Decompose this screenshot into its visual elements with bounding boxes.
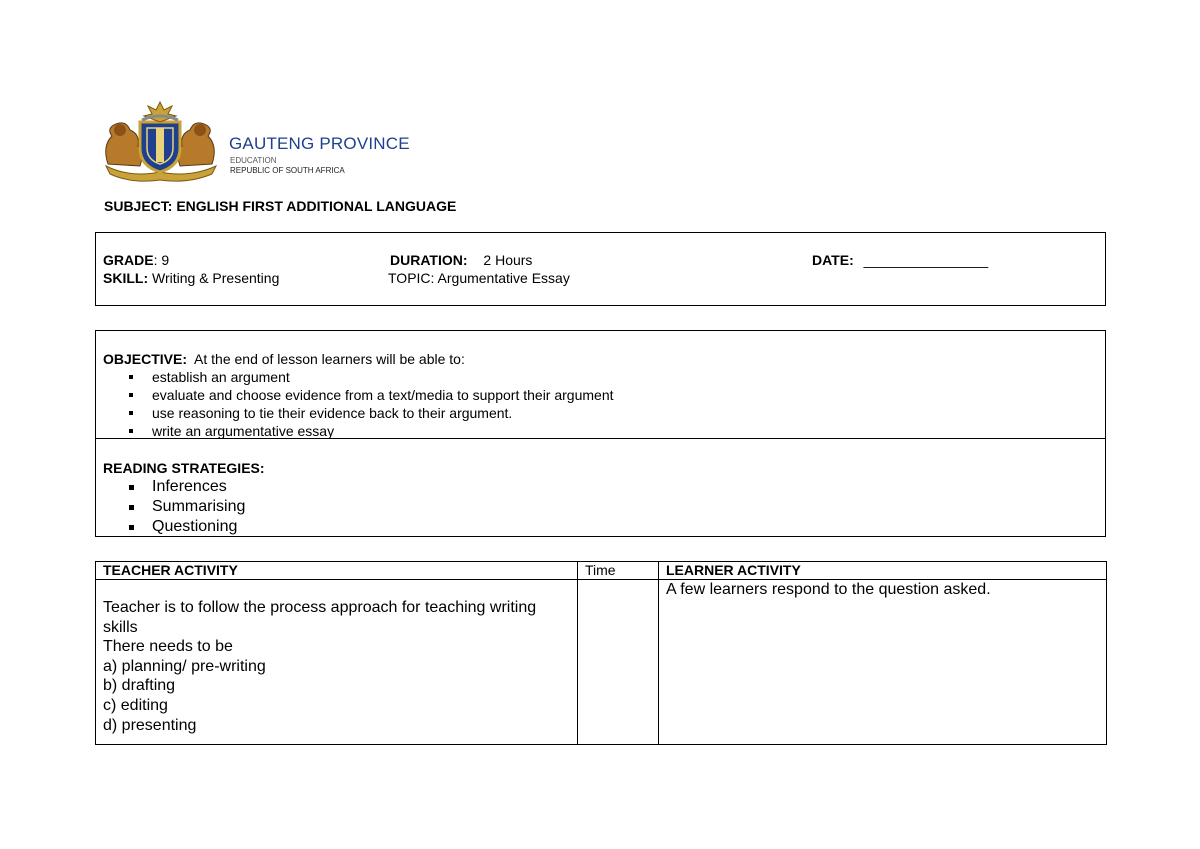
duration-line <box>390 252 532 268</box>
teacher-activity-header: TEACHER ACTIVITY <box>96 562 578 580</box>
reading-strategy-item: Inferences <box>126 477 245 497</box>
reading-strategy-item: Questioning <box>126 517 245 537</box>
objective-item: use reasoning to tie their evidence back to their argument. <box>126 404 614 422</box>
activity-body-row <box>96 580 1107 745</box>
date-blank: ________________ <box>863 252 989 268</box>
objective-list <box>126 368 614 440</box>
topic-line: TOPIC: Argumentative Essay <box>388 270 570 286</box>
duration-value: 2 Hours <box>483 252 533 268</box>
time-cell <box>578 580 659 745</box>
reading-strategies-list <box>126 477 245 537</box>
learner-activity-cell: A few learners respond to the question asked. <box>659 580 1107 745</box>
teacher-activity-text: a) planning/ pre-writing <box>103 657 266 675</box>
grade-line <box>103 252 169 268</box>
activity-header-row <box>96 562 1107 580</box>
teacher-activity-text: There needs to be <box>103 638 233 656</box>
objective-item: evaluate and choose evidence from a text/media to support their argument <box>126 386 614 404</box>
learner-activity-header: LEARNER ACTIVITY <box>659 562 1107 580</box>
time-header: Time <box>578 562 659 580</box>
duration-label: DURATION: <box>390 252 468 268</box>
teacher-activity-text: d) presenting <box>103 716 197 734</box>
skill-value: Writing & Presenting <box>148 270 280 286</box>
grade-label: GRADE <box>103 252 154 268</box>
objective-item: write an argumentative essay <box>126 422 614 440</box>
logo-department: EDUCATION <box>230 156 277 165</box>
objective-line <box>103 351 465 367</box>
objective-item: establish an argument <box>126 368 614 386</box>
logo-province-name: GAUTENG PROVINCE <box>229 134 410 153</box>
subject-heading: SUBJECT: ENGLISH FIRST ADDITIONAL LANGUAGE <box>104 198 457 214</box>
teacher-activity-text: c) editing <box>103 696 168 714</box>
objective-label: OBJECTIVE: <box>103 351 188 367</box>
skill-label: SKILL: <box>103 270 149 286</box>
skill-line <box>103 270 279 286</box>
teacher-activity-text: b) drafting <box>103 677 176 695</box>
date-label: DATE: <box>812 252 854 268</box>
teacher-activity-text: Teacher is to follow the process approach for teaching writing skills <box>103 599 537 636</box>
objective-intro: At the end of lesson learners will be able to: <box>187 351 465 367</box>
teacher-activity-cell <box>96 580 578 745</box>
reading-strategy-item: Summarising <box>126 497 245 517</box>
date-line <box>812 252 988 268</box>
grade-value: : 9 <box>153 252 170 268</box>
logo-country: REPUBLIC OF SOUTH AFRICA <box>230 166 345 175</box>
reading-strategies-label: READING STRATEGIES: <box>103 460 265 476</box>
activity-table <box>95 561 1107 745</box>
lesson-info-box <box>95 232 1106 306</box>
